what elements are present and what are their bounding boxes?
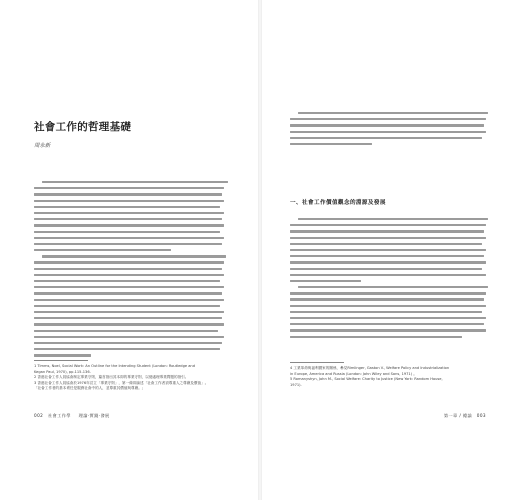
right-footnotes [290,366,490,388]
chapter-sep: / [459,413,462,418]
book-title: 社會工作學 [47,413,71,418]
footnote: 2 香港社會工作人員協會制定專業守則，篇首指出其本即的專業守則，以便處理專業問題的指引。 [34,375,189,380]
right-page [262,0,520,500]
right-page-footer [444,413,486,419]
footnote: 1 Timms, Noel, Social Work: An Outline for the Intending Student (London: Routledge and [34,364,195,368]
chapter-label: 第一章 [443,413,458,418]
left-footnotes [34,364,230,392]
left-page [0,0,258,500]
footnote: in Europe, America and Russia (London: John Wiley and Sons, 1971) 。 [290,371,417,376]
right-body-text [290,218,486,342]
chapter-title: 總論 [462,413,473,418]
page-number: 002 [34,413,44,418]
footnote: 1971). [290,382,302,387]
article-title: 社會工作的哲理基礎 [34,121,132,133]
article-author: 周永新 [34,143,51,149]
page-number: 003 [476,413,486,418]
left-page-footer [34,413,110,419]
footnote: 4 工業革命與福利國家的關係，參見Rimlinger, Gaston V., Welfare Policy and Industrialization [290,366,450,370]
left-footnote-rule [34,360,88,361]
book-subtitle: 理論·實踐·發展 [78,413,110,418]
footnote: 5 Romanyshyn, John M., Social Welfare: Charity to Justice (New York: Random House, [290,377,443,382]
right-footnote-rule [290,362,344,363]
left-body-text [34,181,224,360]
right-intro-text [290,112,486,149]
footnote: 3 香港社會工作人員協會於1976年訂立「專業守則」，第一條即論述「社會工作者須尊重人之尊嚴及價值」。 [34,380,209,385]
footnote: Kegan Paul, 1970), pp.115-136. [34,369,91,374]
footnote: 「社會工作者的基本責任是服務社會中的人，並尊重其價值與尊嚴。」 [34,386,146,391]
section-heading: 一、社會工作價值觀念的淵源及發展 [290,200,386,206]
